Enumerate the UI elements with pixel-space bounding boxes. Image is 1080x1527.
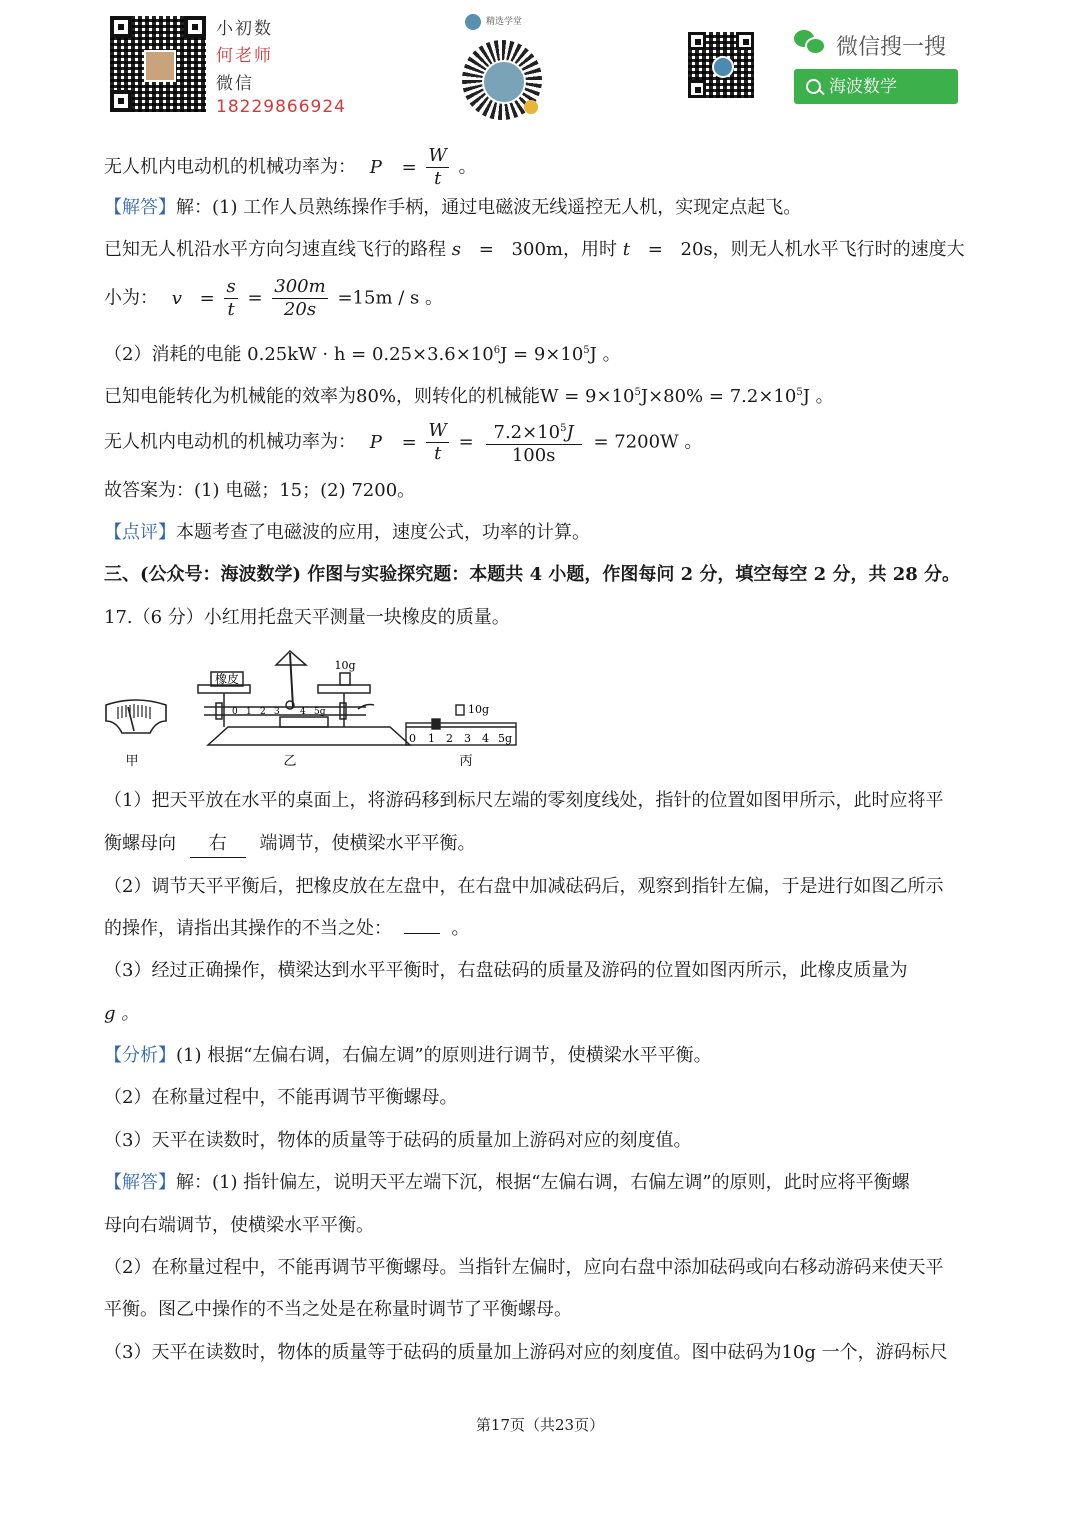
answer-line-1: 【解答】解：(1) 工作人员熟练操作手柄，通过电磁波无线遥控无人机，实现定点起飞。 [104,197,802,218]
figure-label-yi: 乙 [283,754,297,769]
q17-part3-line2: g 。 [104,1003,140,1024]
question-17-title: 17.（6 分）小红用托盘天平测量一块橡皮的质量。 [104,607,510,628]
svg-text:1: 1 [428,732,435,745]
analysis-line-3: （3）天平在读数时，物体的质量等于砝码的质量加上游码对应的刻度值。 [104,1130,692,1151]
answer-tag: 【解答】 [104,197,176,218]
mini-program-code [462,40,542,120]
balance-figure [100,645,530,775]
figure-yi-balance [198,651,410,745]
analysis-line-1: 【分析】(1) 根据“左偏右调，右偏左调”的原则进行调节，使横梁水平平衡。 [104,1045,712,1066]
wechat-icon [794,30,824,54]
answer-blank-2 [404,933,440,934]
svg-text:5g: 5g [498,732,513,745]
svg-text:3: 3 [464,732,471,745]
weight-label-yi: 10g [334,659,356,672]
wechat-search-query: 海波数学 [829,77,897,96]
svg-text:2: 2 [446,732,453,745]
line-power-value: 无人机内电动机的机械功率为： P = $\frac{W}{t}$ = $\frac{7.2\times 10^5J}{100s}$ = 7200W 。 [104,420,703,466]
svg-text:4: 4 [300,707,306,717]
line-energy: （2）消耗的电能 $0.25kW \cdot h = 0.25\times 3.6\times 10^6J = 9\times 10^5J$ 。 [104,344,621,365]
solution-line-5: （3）天平在读数时，物体的质量等于砝码的质量加上游码对应的刻度值。图中砝码为10g 一个，游码标尺 [104,1342,948,1363]
section-heading: 三、(公众号：海波数学) 作图与实验探究题：本题共 4 小题，作图每问 2 分，填空每空 2 分，共 28 分。 [104,564,961,585]
search-icon [806,79,821,94]
qr-caption-3: 微信 [216,74,254,94]
q17-part2-line2: 的操作，请指出其操作的不当之处： 。 [104,918,470,939]
svg-text:4: 4 [482,732,489,745]
svg-text:0: 0 [232,707,238,717]
wechat-search-button[interactable] [794,69,958,104]
q17-part3-line1: （3）经过正确操作，横梁达到水平平衡时，右盘砝码的质量及游码的位置如图丙所示，此橡皮质量为 [104,960,908,981]
analysis-line-2: （2）在称量过程中，不能再调节平衡螺母。 [104,1087,458,1108]
svg-text:1: 1 [246,707,252,717]
solution-line-1: 【解答】解：(1) 指针偏左，说明天平左端下沉，根据“左偏右调，右偏左调”的原则，此时应将平衡螺 [104,1172,910,1193]
qr-caption-2: 何老师 [216,46,273,66]
q17-part2-line1: （2）调节天平平衡后，把橡皮放在左盘中，在右盘中加减砝码后，观察到指针左偏，于是进行如图乙所示 [104,876,944,897]
mini-program-title: 精选学堂 [486,16,523,26]
figure-jia-pointer-dial [106,700,166,733]
qr-code-teacher [110,16,206,112]
qr-caption-1: 小初数 [216,19,273,39]
final-answer-line: 故答案为：(1) 电磁；15；(2) 7200。 [104,480,416,501]
line-speed: 小为： v = $\frac{s}{t}$ = $\frac{300m}{20s}$ =15m / s 。 [104,276,443,320]
analysis-tag: 【分析】 [104,1045,176,1066]
q17-part1-line2: 衡螺母向 右 端调节，使横梁水平平衡。 [104,831,475,858]
weight-label-bing: 10g [468,703,490,716]
line-mech-energy: 已知电能转化为机械能的效率为80%，则转化的机械能$W = 9\times 10^5J\times 80\% = 7.2\times 10^5J$ 。 [104,386,834,407]
qr-caption-phone: 18229866924 [216,97,346,117]
page-number: 第17页（共23页） [475,1416,605,1434]
mini-program-logo-icon [465,14,481,30]
svg-text:2: 2 [260,707,266,717]
solution-line-2: 母向右端调节，使横梁水平平衡。 [104,1215,374,1236]
line-distance-time: 已知无人机沿水平方向匀速直线飞行的路程 s = 300m，用时 t = 20s，则无人机水平飞行时的速度大 [104,239,965,260]
line-power-formula: 无人机内电动机的机械功率为： P = $\frac{W}{t}$ 。 [104,145,477,189]
figure-label-jia: 甲 [125,754,139,769]
solution-line-4: 平衡。图乙中操作的不当之处是在称量时调节了平衡螺母。 [104,1299,572,1320]
scale-bing [409,732,512,745]
comment-tag: 【点评】 [104,522,176,543]
eraser-label: 橡皮 [214,672,240,686]
solution-tag: 【解答】 [104,1172,176,1193]
svg-text:3: 3 [274,707,280,717]
wechat-search-label: 微信搜一搜 [836,35,947,60]
answer-blank-1: 右 [190,831,246,858]
svg-text:5g: 5g [314,707,326,717]
q17-part1-line1: （1）把天平放在水平的桌面上，将游码移到标尺左端的零刻度线处，指针的位置如图甲所示，此时应将平 [104,790,944,811]
comment-line: 【点评】本题考查了电磁波的应用，速度公式，功率的计算。 [104,522,590,543]
qr-code-account [688,32,754,98]
solution-line-3: （2）在称量过程中，不能再调节平衡螺母。当指针左偏时，应向右盘中添加砝码或向右移动游码来使天平 [104,1257,944,1278]
svg-text:0: 0 [409,732,416,745]
figure-label-bing: 丙 [459,754,473,769]
